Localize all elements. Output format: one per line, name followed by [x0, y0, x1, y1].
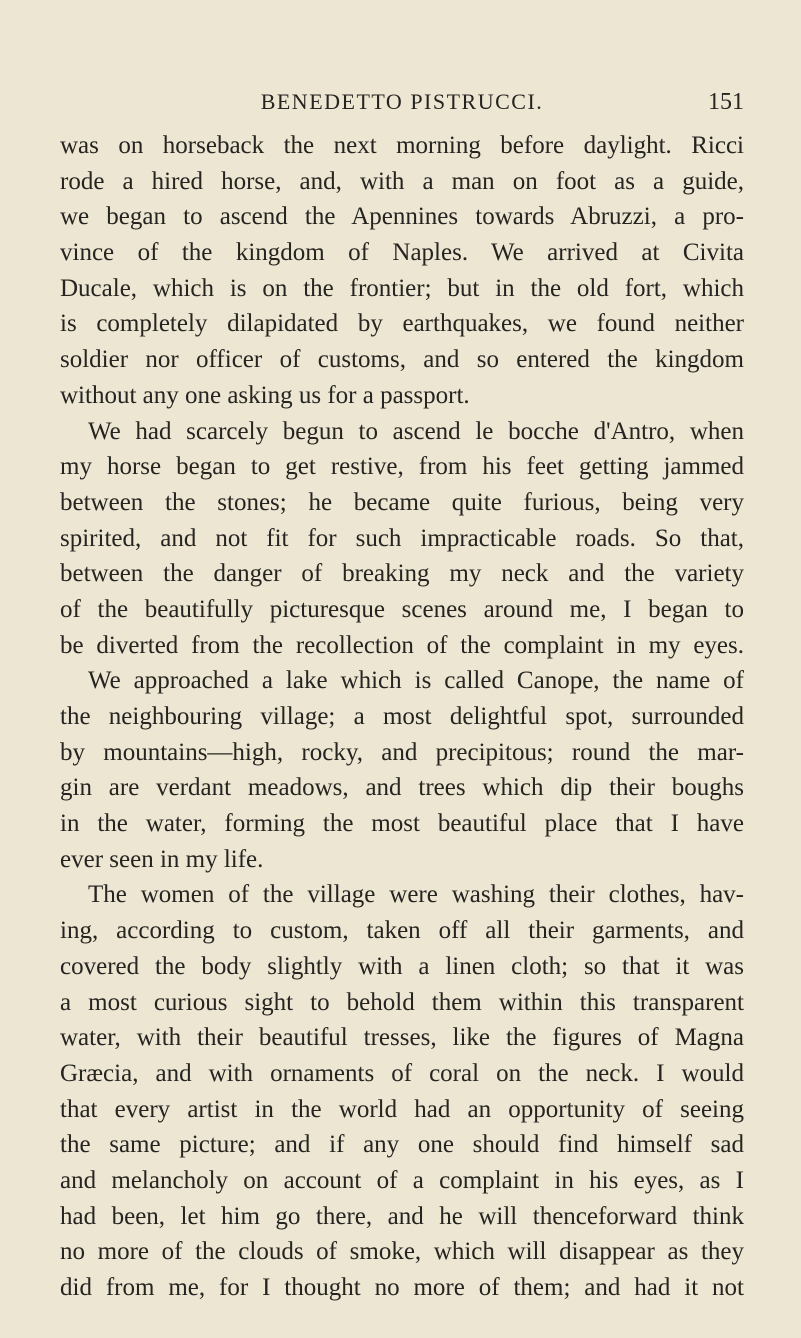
text-line: gin are verdant meadows, and trees which dip their boughs	[60, 774, 744, 802]
text-line: had been, let him go there, and he will thenceforward think	[60, 1202, 744, 1230]
text-line: my horse began to get restive, from his feet getting jammed	[60, 453, 744, 481]
text-line: soldier nor officer of customs, and so entered the kingdom	[60, 346, 744, 374]
body-text	[60, 128, 744, 1306]
text-line: of the beautifully picturesque scenes around me, I began to	[60, 595, 744, 623]
text-line: Ducale, which is on the frontier; but in the old fort, which	[60, 274, 744, 302]
text-line: no more of the clouds of smoke, which will disappear as they	[60, 1238, 744, 1266]
text-line: ing, according to custom, taken off all their garments, and	[60, 917, 744, 945]
running-head	[60, 86, 744, 118]
text-line: We approached a lake which is called Canope, the name of	[88, 667, 744, 695]
text-line: that every artist in the world had an opportunity of seeing	[60, 1095, 744, 1123]
text-line: Græcia, and with ornaments of coral on the neck. I would	[60, 1059, 744, 1087]
text-line: and melancholy on account of a complaint in his eyes, as I	[60, 1166, 744, 1194]
text-line: water, with their beautiful tresses, like the figures of Magna	[60, 1024, 744, 1052]
text-line: the same picture; and if any one should find himself sad	[60, 1131, 744, 1159]
text-line: in the water, forming the most beautiful place that I have	[60, 810, 744, 838]
text-line: spirited, and not fit for such impracticable roads. So that,	[60, 524, 744, 552]
text-line: rode a hired horse, and, with a man on foot as a guide,	[60, 167, 744, 195]
text-line: is completely dilapidated by earthquakes, we found neither	[60, 310, 744, 338]
text-line: between the danger of breaking my neck and the variety	[60, 560, 744, 588]
text-line: without any one asking us for a passport.	[60, 381, 470, 409]
text-line: The women of the village were washing their clothes, hav-	[88, 881, 744, 909]
text-line: the neighbouring village; a most delightful spot, surrounded	[60, 703, 744, 730]
text-line: between the stones; he became quite furious, being very	[60, 488, 744, 516]
text-line: a most curious sight to behold them within this transparent	[60, 988, 744, 1016]
text-line: vince of the kingdom of Naples. We arrived at Civita	[60, 239, 744, 267]
running-title: BENEDETTO PISTRUCCI.	[260, 89, 544, 114]
text-line: did from me, for I thought no more of them; and had it not	[60, 1274, 744, 1301]
text-line: covered the body slightly with a linen cloth; so that it was	[60, 952, 744, 980]
text-line: be diverted from the recollection of the complaint in my eyes.	[60, 631, 744, 659]
page-number: 151	[708, 89, 744, 115]
text-line: by mountains—high, rocky, and precipitous; round the mar-	[60, 738, 744, 766]
text-line: ever seen in my life.	[60, 845, 264, 873]
text-line: was on horseback the next morning before daylight. Ricci	[60, 132, 744, 159]
text-line: we began to ascend the Apennines towards Abruzzi, a pro-	[60, 203, 744, 231]
text-line: We had scarcely begun to ascend le bocche d'Antro, when	[88, 417, 744, 445]
